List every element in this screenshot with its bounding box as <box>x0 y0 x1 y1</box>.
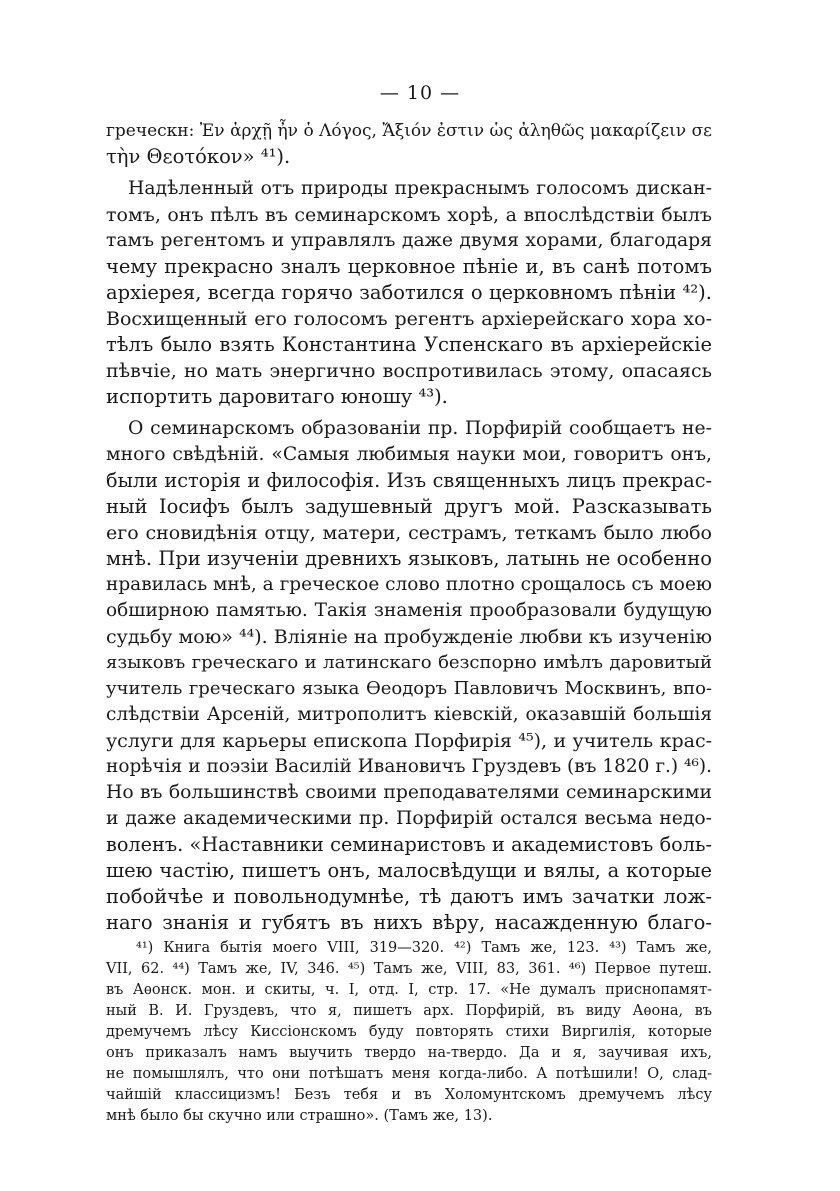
text-line: услуги для карьеры епископа Порфирія ⁴⁵), и учитель крас- <box>106 730 712 752</box>
text-line: чему прекрасно зналъ церковное пѣніе и, въ санѣ потомъ <box>106 255 712 278</box>
text-line: шею частію, пишетъ онъ, малосвѣдущи и вялы, а которые <box>106 859 712 882</box>
footnote-line: не помышлялъ, что они потѣшатъ меня когда-либо. А потѣшили! О, слад- <box>106 1066 712 1082</box>
footnote-line: онъ приказалъ намъ выучить твердо на-твердо. Да и я, заучивая ихъ, <box>106 1045 712 1061</box>
text-line: испортить даровитаго юношу ⁴³). <box>106 385 448 408</box>
text-line: обширною памятью. Такія знаменія прообразовали будущую <box>106 600 712 621</box>
footnote-line: дремучемъ лѣсу Киссіонскомъ буду повторять стихи Виргилія, которые <box>106 1024 712 1040</box>
text-line: Восхищенный его голосомъ регентъ архіерейскаго хора хо- <box>106 308 712 330</box>
text-line: τὴν Θεοτόκον» ⁴¹). <box>106 145 291 168</box>
text-line: судьбу мою» ⁴⁴). Вліяніе на пробужденіе любви къ изученію <box>106 626 712 648</box>
text-line: пѣвчіе, но мать энергично воспротивилась этому, опасаясь <box>106 360 712 382</box>
text-line: слѣдствіи Арсеній, митрополитъ кіевскій, оказавшій большія <box>106 704 712 725</box>
footnote-line: VII, 62. ⁴⁴) Тамъ же, IV, 346. ⁴⁵) Тамъ же, VIII, 83, 361. ⁴⁶) Первое путеш. <box>106 961 712 977</box>
text-line: ный Іосифъ былъ задушевный другъ мой. Разсказывать <box>106 495 712 518</box>
text-line: греческн: Ἐν ἀρχῇ ἦν ὁ Λόγος, Ἄξιόν ἐστιν ὡς ἀληθῶς μακαρίζειν σε <box>106 121 712 141</box>
text-line: наго знанія и губятъ въ нихъ вѣру, насажденную благо- <box>106 911 712 934</box>
text-line: тамъ регентомъ и управлялъ даже двумя хорами, благодаря <box>106 230 712 251</box>
text-line: мнѣ. При изученіи древнихъ языковъ, латынь не особенно <box>106 547 713 570</box>
text-line: побойчѣе и повольнодумнѣе, тѣ даютъ имъ зачатки лож- <box>106 885 712 908</box>
footnote-line: мнѣ было бы скучно или страшно». (Тамъ же, 13). <box>106 1108 493 1124</box>
text-line: Но въ большинствѣ своими преподавателями семинарскими <box>106 782 712 803</box>
page-number: — 10 — <box>379 82 461 104</box>
text-line: архіерея, всегда горячо заботился о церковномъ пѣніи ⁴²). <box>106 281 712 304</box>
text-line: норѣчія и поэзіи Василій Ивановичъ Груздевъ (въ 1820 г.) ⁴⁶). <box>106 756 712 777</box>
text-line: воленъ. «Наставники семинаристовъ и академистовъ боль- <box>106 833 712 856</box>
footnote-line: ный В. И. Груздевъ, что я, пишетъ арх. Порфирій, въ виду Аѳона, въ <box>106 1003 712 1019</box>
text-line: томъ, онъ пѣлъ въ семинарскомъ хорѣ, а впослѣдствіи былъ <box>106 204 712 226</box>
text-line: О семинарскомъ образованіи пр. Порфирій сообщаетъ не- <box>128 418 712 439</box>
text-line: и даже академическими пр. Порфирій остался весьма недо- <box>106 808 712 829</box>
text-line: были исторія и философія. Изъ священныхъ лицъ прекрас- <box>106 469 712 492</box>
text-line: Надѣленный отъ природы прекраснымъ голосомъ дискан- <box>128 178 712 199</box>
text-line: нравилась мнѣ, а греческое слово плотно срощалось съ моею <box>106 574 713 595</box>
text-line: его сновидѣнія отцу, матери, сестрамъ, теткамъ было любо <box>106 522 712 544</box>
text-line: тѣлъ было взять Константина Успенскаго въ архіерейскіе <box>106 333 712 356</box>
footnote-line: въ Аѳонск. мон. и скиты, ч. I, отд. I, стр. 17. «Не думалъ приснопамят- <box>106 982 712 998</box>
text-line: много свѣдѣній. «Самыя любимыя науки мои, говоритъ онъ, <box>106 444 712 465</box>
footnote-line: чайшій классицизмъ! Безъ тебя и въ Холомунтскомъ дремучемъ лѣсу <box>106 1087 712 1103</box>
text-line: учитель греческаго языка Ѳеодоръ Павловичъ Москвинъ, впо- <box>106 678 712 699</box>
footnote-line: ⁴¹) Книга бытія моего VIII, 319—320. ⁴²) Тамъ же, 123. ⁴³) Тамъ же, <box>136 940 712 956</box>
text-line: языковъ греческаго и латинскаго безспорно имѣлъ даровитый <box>106 652 712 673</box>
